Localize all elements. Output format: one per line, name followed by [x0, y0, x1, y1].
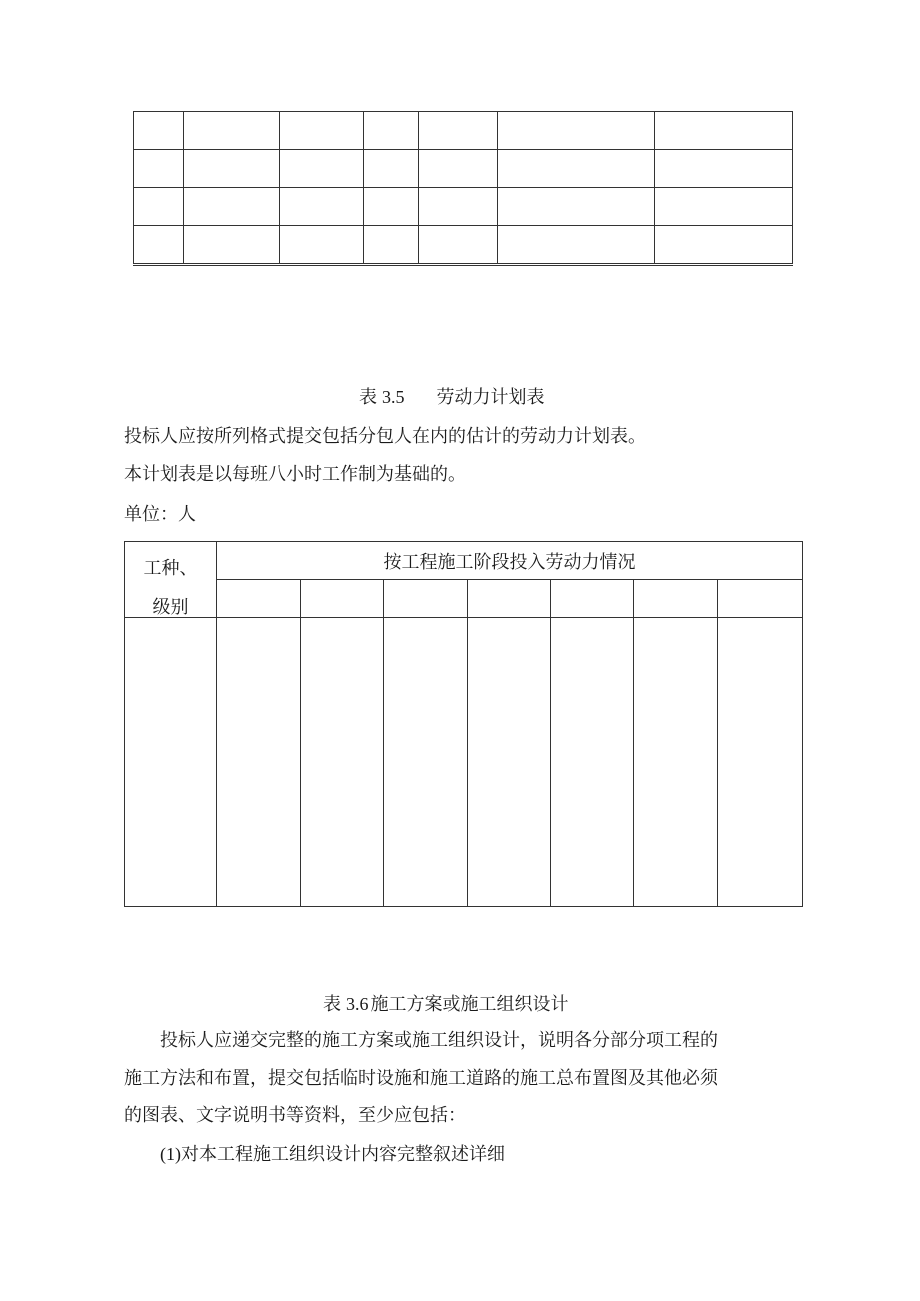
- table-cell: [364, 112, 419, 150]
- section-3-6-body-line-3: 的图表、文字说明书等资料，至少应包括：: [124, 1105, 466, 1126]
- section-3-5-paragraph-2: 本计划表是以每班八小时工作制为基础的。: [124, 464, 466, 485]
- grade-label: 级别: [152, 597, 189, 618]
- unit-label: 单位：人: [124, 504, 196, 525]
- table-cell: [634, 618, 718, 907]
- title-text: 劳动力计划表: [436, 387, 545, 408]
- table-cell: [468, 618, 551, 907]
- table-row: [134, 188, 793, 226]
- table-cell: [184, 112, 280, 150]
- table-cell: [498, 188, 655, 226]
- table-cell: [364, 150, 419, 188]
- table-cell: [184, 150, 280, 188]
- list-item-text: 对本工程施工组织设计内容完整叙述详细: [181, 1144, 505, 1165]
- table-double-rule: [133, 265, 793, 266]
- table-cell: [655, 226, 793, 264]
- table-cell: [301, 618, 384, 907]
- table-cell: [134, 112, 184, 150]
- stage-column-header: [217, 580, 301, 618]
- stage-column-header: [551, 580, 634, 618]
- table-cell: [125, 618, 217, 907]
- labor-plan-table: [124, 541, 803, 907]
- table-cell: [280, 112, 364, 150]
- table-cell: [419, 226, 498, 264]
- table-row: [125, 618, 803, 907]
- stage-column-header: [718, 580, 803, 618]
- table-cell: [551, 618, 634, 907]
- stage-column-header: [384, 580, 468, 618]
- table-header-row: [125, 542, 803, 580]
- table-cell: [364, 226, 419, 264]
- table-cell: [498, 150, 655, 188]
- list-item-number: (1): [160, 1144, 181, 1164]
- table-cell: [498, 226, 655, 264]
- table-cell: [134, 226, 184, 264]
- table-cell: [134, 150, 184, 188]
- list-item: [160, 1142, 505, 1167]
- table-cell: [280, 188, 364, 226]
- stage-column-header: [301, 580, 384, 618]
- title-text: 施工方案或施工组织设计: [370, 994, 569, 1015]
- table-cell: [184, 226, 280, 264]
- table-cell: [280, 150, 364, 188]
- table-cell: [280, 226, 364, 264]
- title-prefix: 表: [323, 994, 341, 1015]
- section-3-5-paragraph-1: 投标人应按所列格式提交包括分包人在内的估计的劳动力计划表。: [124, 426, 646, 447]
- stage-group-header: 按工程施工阶段投入劳动力情况: [217, 542, 803, 580]
- table-cell: [718, 618, 803, 907]
- stage-column-header: [468, 580, 551, 618]
- table-row: [134, 226, 793, 264]
- previous-table-continuation: [133, 111, 793, 264]
- section-3-6-title: [323, 992, 569, 1017]
- table-cell: [364, 188, 419, 226]
- table-cell: [655, 112, 793, 150]
- title-prefix: 表: [359, 387, 377, 408]
- trade-grade-header: [125, 542, 217, 618]
- table-cell: [419, 112, 498, 150]
- title-number: 3.6: [346, 994, 369, 1014]
- table-cell: [419, 150, 498, 188]
- table-row: [134, 112, 793, 150]
- trade-label: 工种、: [143, 558, 198, 579]
- section-3-6-body-line-1: 投标人应递交完整的施工方案或施工组织设计，说明各分部分项工程的: [160, 1030, 718, 1051]
- table-cell: [184, 188, 280, 226]
- table-cell: [655, 188, 793, 226]
- section-3-6-body-line-2: 施工方法和布置，提交包括临时设施和施工道路的施工总布置图及其他必须: [124, 1068, 718, 1089]
- stage-column-header: [634, 580, 718, 618]
- table-subheader-row: [125, 580, 803, 618]
- table-cell: [217, 618, 301, 907]
- table-cell: [384, 618, 468, 907]
- section-3-5-title: [359, 385, 545, 410]
- table-cell: [498, 112, 655, 150]
- table-row: [134, 150, 793, 188]
- table-cell: [655, 150, 793, 188]
- title-number: 3.5: [382, 387, 405, 407]
- table-cell: [134, 188, 184, 226]
- table-cell: [419, 188, 498, 226]
